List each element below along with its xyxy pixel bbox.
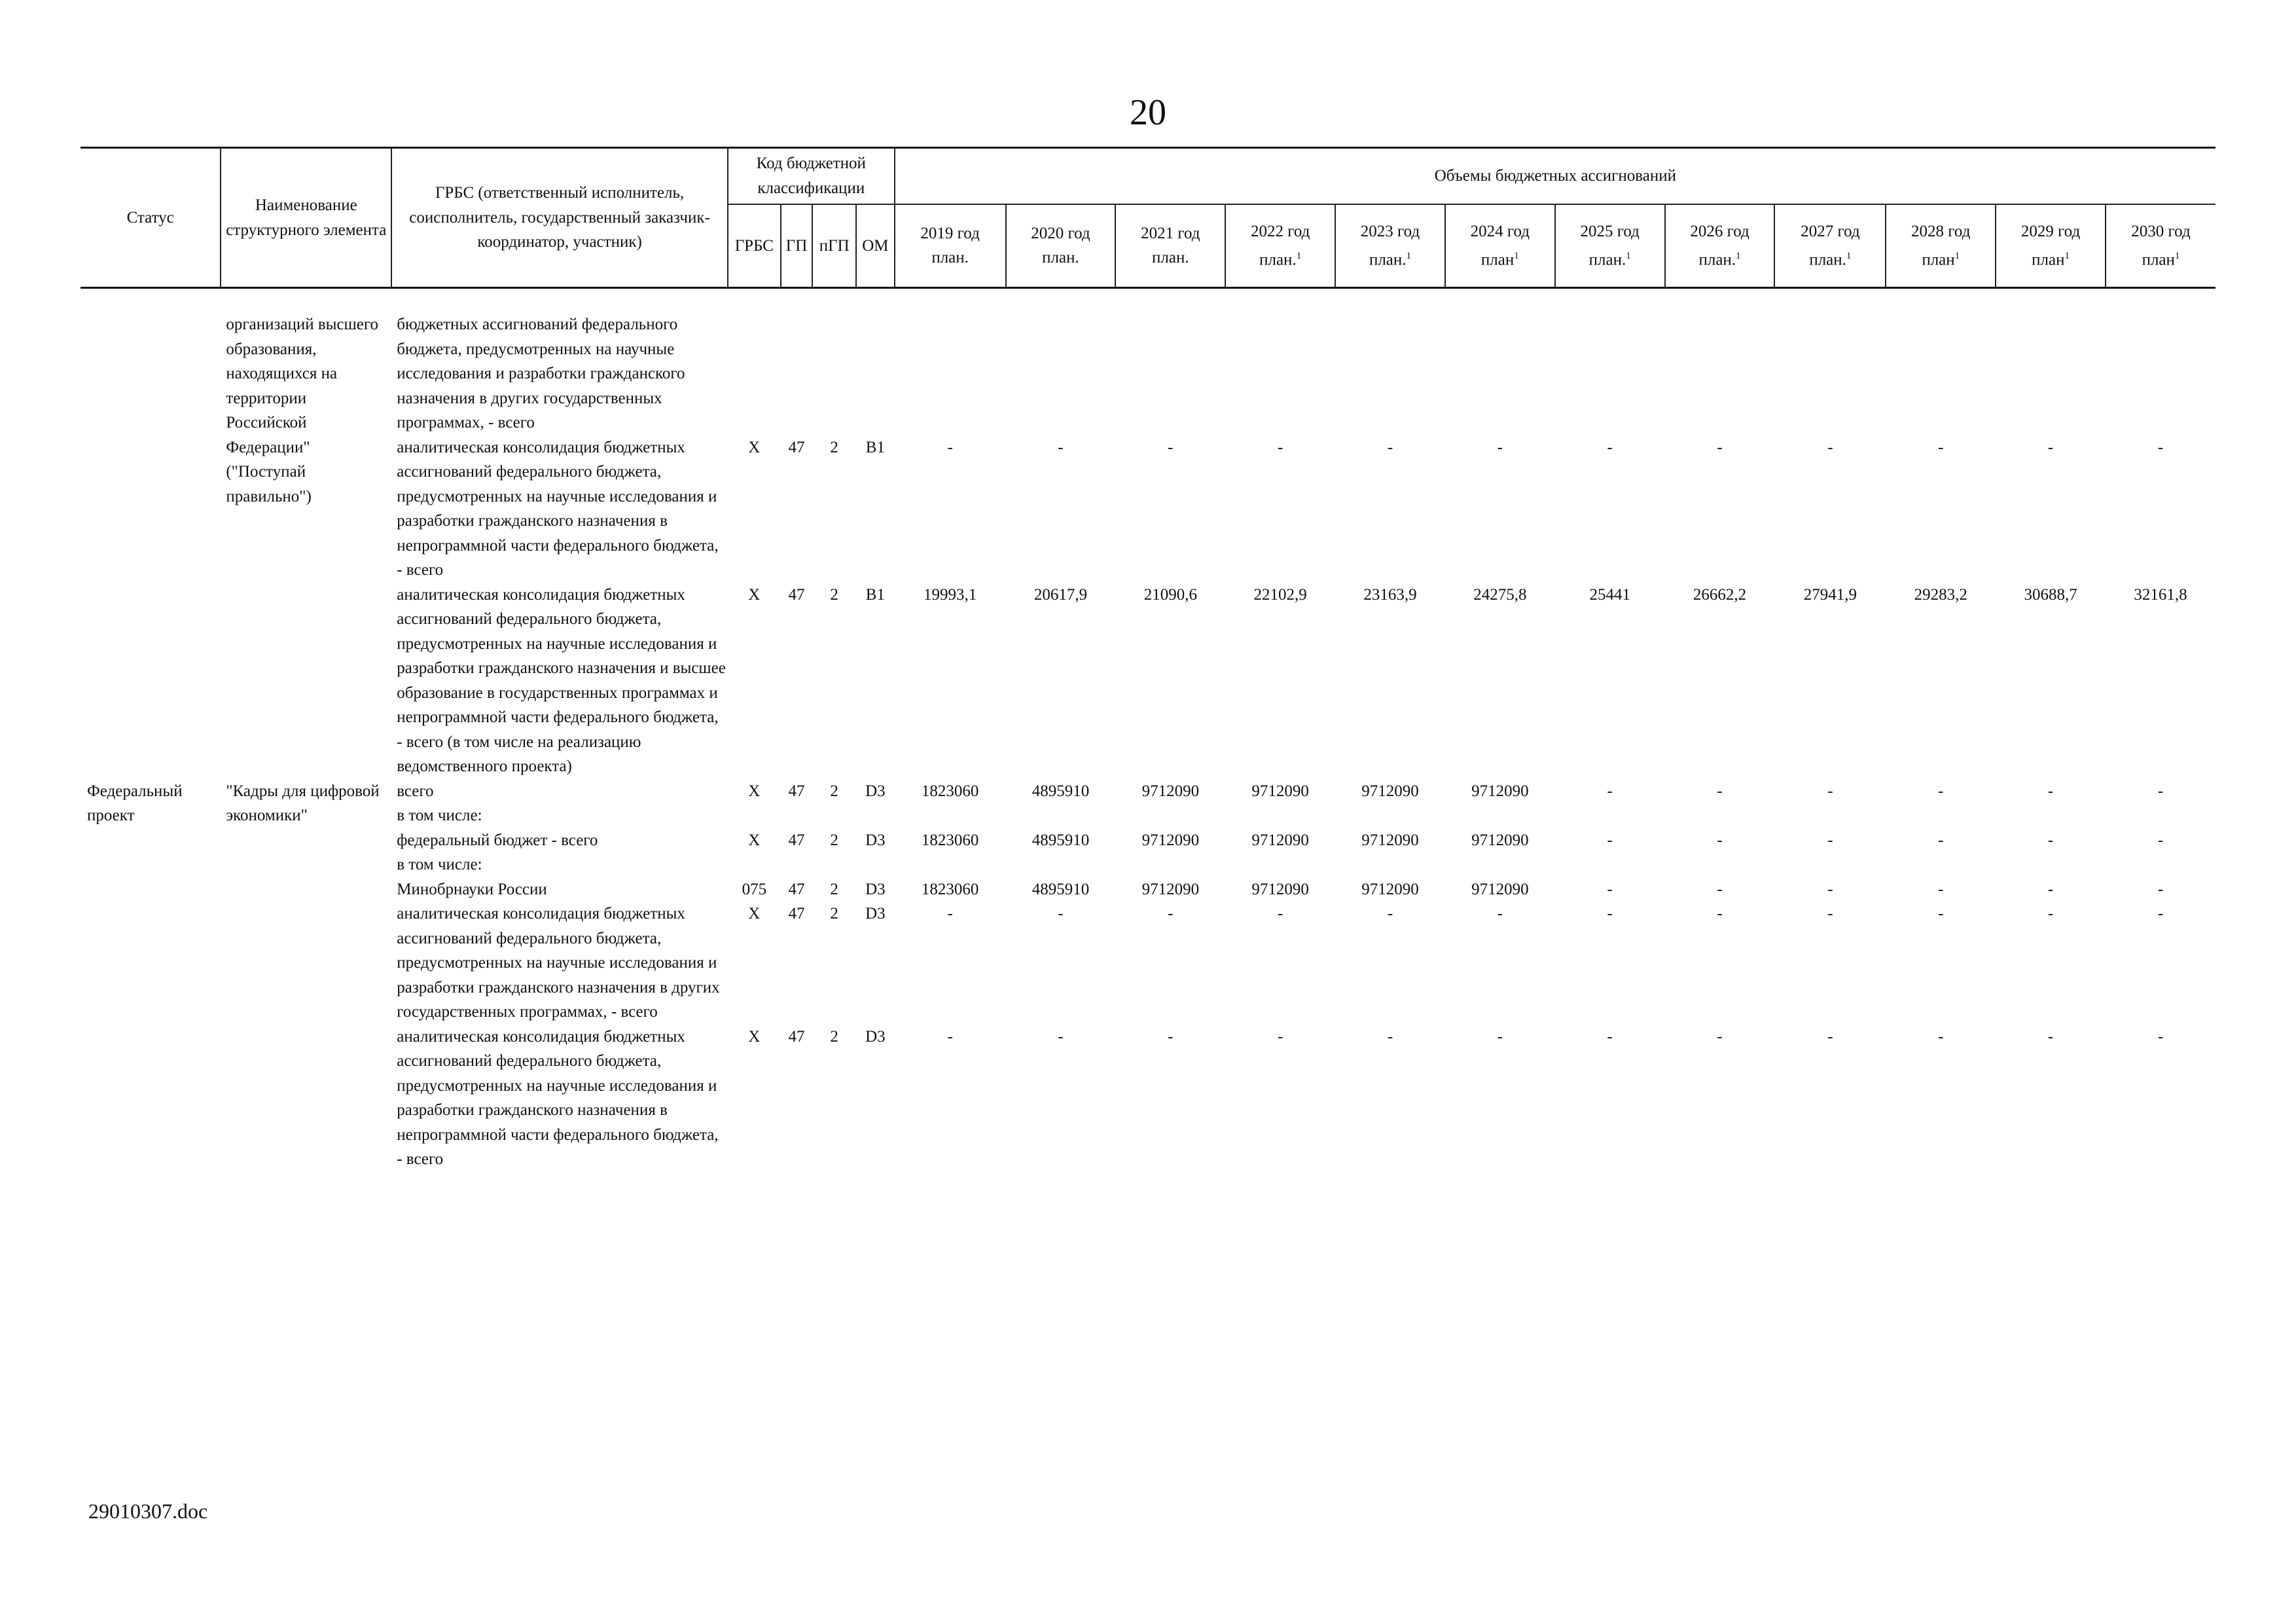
- value-cell: -: [1827, 905, 1833, 922]
- grbs-description-cell: [391, 1025, 728, 1172]
- value-cell: 9712090: [1361, 831, 1419, 849]
- value-cell: -: [1938, 438, 1944, 456]
- header-year-col: [1996, 204, 2106, 288]
- grbs-description-cell: [391, 779, 728, 828]
- value-cell: [1115, 312, 1225, 435]
- header-year-label: 2029 год: [2020, 223, 2081, 241]
- grbs-description-cell: [391, 828, 728, 877]
- header-code-col: ГРБС: [728, 204, 781, 288]
- value-cell: -: [1168, 1027, 1174, 1046]
- code-cell: В1: [865, 438, 885, 456]
- description-subtext: в том числе:: [397, 856, 482, 873]
- table-row: [81, 828, 2215, 877]
- value-cell: -: [1277, 905, 1283, 922]
- header-year-sub: план: [2142, 250, 2175, 268]
- value-cell: 4895910: [1031, 880, 1090, 898]
- value-cell: 24275,8: [1473, 585, 1527, 604]
- header-year-label: 2026 год: [1690, 223, 1749, 241]
- value-cell: [1996, 312, 2106, 435]
- value-cell: 30688,7: [2024, 585, 2077, 604]
- value-cell: -: [1717, 1027, 1723, 1046]
- code-cell: D3: [865, 831, 886, 849]
- table-row: [81, 312, 2215, 435]
- header-year-col: [1445, 204, 1555, 288]
- value-cell: -: [1938, 831, 1944, 849]
- header-year-col: [1886, 204, 1996, 288]
- value-cell: [1445, 312, 1555, 435]
- header-year-sub: план: [1480, 250, 1515, 268]
- value-cell: -: [2047, 438, 2054, 456]
- value-cell: -: [1938, 905, 1944, 922]
- value-cell: 1823060: [921, 782, 979, 800]
- code-cell: В1: [865, 585, 885, 604]
- header-year-col: [1555, 204, 1665, 288]
- header-year-col: [1665, 204, 1775, 288]
- value-cell: -: [1717, 782, 1723, 800]
- value-cell: [1335, 312, 1445, 435]
- value-cell: 9712090: [1141, 880, 1200, 898]
- value-cell: 22102,9: [1253, 585, 1307, 604]
- grbs-description-cell: [391, 583, 728, 779]
- value-cell: -: [1497, 438, 1503, 456]
- value-cell: -: [1607, 438, 1613, 456]
- value-cell: -: [1717, 831, 1723, 849]
- value-cell: -: [1387, 905, 1393, 922]
- value-cell: 19993,1: [923, 585, 977, 604]
- header-year-sub: план.: [1042, 249, 1079, 267]
- value-cell: -: [1387, 1027, 1393, 1046]
- code-cell: 075: [742, 880, 767, 898]
- value-cell: -: [2157, 905, 2164, 922]
- value-cell: -: [1387, 438, 1393, 456]
- value-cell: 1823060: [921, 880, 979, 898]
- header-year-sub: план.: [1152, 249, 1189, 267]
- value-cell: 9712090: [1471, 831, 1529, 849]
- value-cell: -: [1497, 1027, 1503, 1046]
- header-year-footnote: 1: [1736, 250, 1741, 261]
- header-year-label: 2027 год: [1801, 223, 1860, 241]
- header-year-col: [2106, 204, 2215, 288]
- value-cell: [1006, 312, 1116, 435]
- header-year-footnote: 1: [2064, 250, 2070, 261]
- value-cell: -: [2047, 1027, 2054, 1046]
- value-cell: 29283,2: [1914, 585, 1967, 604]
- header-year-label: 2024 год: [1470, 223, 1530, 241]
- header-year-sub: план.: [1698, 250, 1736, 268]
- header-year-label: 2021 год: [1141, 224, 1200, 242]
- value-cell: 9712090: [1471, 782, 1529, 800]
- table-row: [81, 779, 2215, 828]
- code-cell: [728, 312, 781, 435]
- header-year-footnote: 1: [2174, 250, 2180, 261]
- value-cell: -: [1827, 782, 1833, 800]
- value-cell: -: [1607, 782, 1613, 800]
- value-cell: -: [947, 905, 953, 922]
- status-cell: [81, 312, 221, 779]
- value-cell: 26662,2: [1693, 585, 1747, 604]
- code-cell: D3: [865, 880, 886, 898]
- table-row: [81, 877, 2215, 902]
- value-cell: -: [1058, 905, 1064, 922]
- header-year-col: [1225, 204, 1335, 288]
- value-cell: -: [2157, 438, 2164, 456]
- header-year-label: 2022 год: [1250, 223, 1310, 241]
- element-name-cell: организаций высшего образования, находящихся на территории Российской Федерации" ("Поступай правильно"): [226, 316, 379, 505]
- status-cell: Федеральный проект: [87, 782, 183, 824]
- value-cell: -: [1607, 831, 1613, 849]
- header-year-sub: план.: [931, 249, 969, 267]
- header-year-footnote: 1: [1296, 250, 1302, 261]
- code-cell: 2: [830, 905, 838, 922]
- code-cell: 2: [830, 831, 838, 849]
- grbs-description-cell: [391, 312, 728, 435]
- code-cell: 2: [830, 1027, 838, 1046]
- header-element-name: Наименование структурного элемента: [221, 148, 391, 288]
- value-cell: [1886, 312, 1996, 435]
- header-year-col: [895, 204, 1006, 288]
- value-cell: -: [1827, 438, 1833, 456]
- header-year-label: 2019 год: [920, 224, 980, 242]
- table-row: [81, 435, 2215, 583]
- value-cell: -: [2157, 880, 2164, 898]
- code-cell: Х: [748, 438, 761, 456]
- header-year-label: 2023 год: [1360, 223, 1420, 241]
- value-cell: 9712090: [1361, 880, 1419, 898]
- value-cell: -: [2157, 1027, 2164, 1046]
- description-text: аналитическая консолидация бюджетных ассигнований федерального бюджета, предусмотренных на научные исследования и разработки гражданского назначения в непрограммной части федерального бюджета, - всего: [397, 1027, 719, 1168]
- grbs-description-cell: [391, 877, 728, 902]
- value-cell: -: [1827, 831, 1833, 849]
- value-cell: -: [1168, 438, 1174, 456]
- value-cell: 9712090: [1471, 880, 1529, 898]
- value-cell: [1665, 312, 1775, 435]
- header-year-sub: план: [1922, 250, 1955, 268]
- value-cell: -: [1168, 905, 1174, 922]
- footer-doc-name: 29010307.doc: [88, 1499, 208, 1523]
- value-cell: 32161,8: [2134, 585, 2187, 604]
- code-cell: 47: [788, 782, 805, 800]
- value-cell: -: [1497, 905, 1503, 922]
- value-cell: -: [1717, 438, 1723, 456]
- code-cell: Х: [748, 585, 761, 604]
- value-cell: -: [1717, 905, 1723, 922]
- value-cell: -: [1607, 1027, 1613, 1046]
- value-cell: -: [2047, 905, 2054, 922]
- header-budget-code: Код бюджетной классификации: [728, 148, 895, 204]
- table-row: [81, 902, 2215, 1025]
- value-cell: -: [947, 1027, 953, 1046]
- header-code-col: пГП: [812, 204, 856, 288]
- code-cell: 47: [788, 831, 805, 849]
- table-row: [81, 583, 2215, 779]
- value-cell: -: [2047, 782, 2054, 800]
- budget-allocation-table: [81, 147, 2215, 1172]
- value-cell: 9712090: [1251, 880, 1309, 898]
- code-cell: Х: [748, 1027, 761, 1046]
- value-cell: 27941,9: [1803, 585, 1857, 604]
- value-cell: [1774, 312, 1886, 435]
- code-cell: D3: [865, 1027, 886, 1046]
- value-cell: -: [2047, 831, 2054, 849]
- value-cell: -: [2047, 880, 2054, 898]
- header-year-sub: план: [2032, 250, 2065, 268]
- code-cell: [781, 312, 813, 435]
- value-cell: 21090,6: [1143, 585, 1197, 604]
- header-year-footnote: 1: [1406, 250, 1412, 261]
- header-budget-volumes: Объемы бюджетных ассигнований: [895, 148, 2215, 204]
- code-cell: Х: [748, 782, 761, 800]
- code-cell: Х: [748, 905, 761, 922]
- header-year-footnote: 1: [1954, 250, 1960, 261]
- header-year-footnote: 1: [1514, 250, 1519, 261]
- description-text: всего: [397, 782, 434, 800]
- code-cell: 47: [788, 1027, 805, 1046]
- value-cell: 4895910: [1031, 831, 1090, 849]
- value-cell: -: [1827, 1027, 1833, 1046]
- header-year-col: [1774, 204, 1886, 288]
- description-text: аналитическая консолидация бюджетных ассигнований федерального бюджета, предусмотренных на научные исследования и разработки гражданского назначения в непрограммной части федерального бюджета, - всего: [397, 438, 719, 579]
- header-year-label: 2028 год: [1911, 223, 1971, 241]
- code-cell: 47: [788, 880, 805, 898]
- value-cell: -: [1717, 880, 1723, 898]
- header-year-sub: план.: [1369, 250, 1407, 268]
- code-cell: 47: [788, 585, 805, 604]
- value-cell: -: [1058, 438, 1064, 456]
- code-cell: 47: [788, 905, 805, 922]
- description-text: бюджетных ассигнований федерального бюджета, предусмотренных на научные исследования и разработки гражданского назначения в других государственных программах, - всего: [397, 316, 685, 431]
- value-cell: -: [2157, 782, 2164, 800]
- value-cell: 1823060: [921, 831, 979, 849]
- header-year-col: [1335, 204, 1445, 288]
- code-cell: 2: [830, 438, 838, 456]
- value-cell: -: [1607, 905, 1613, 922]
- value-cell: -: [1277, 438, 1283, 456]
- description-text: аналитическая консолидация бюджетных ассигнований федерального бюджета, предусмотренных на научные исследования и разработки гражданского назначения и высшее образование в государственных программах и непрограммной части федерального бюджета, - всего (в том числе на реализацию ведомственного проекта): [397, 585, 726, 775]
- code-cell: 2: [830, 880, 838, 898]
- description-subtext: в том числе:: [397, 807, 482, 824]
- description-text: федеральный бюджет - всего: [397, 831, 598, 849]
- header-code-col: ОМ: [856, 204, 895, 288]
- header-year-footnote: 1: [1626, 250, 1631, 261]
- value-cell: -: [2157, 831, 2164, 849]
- value-cell: [2106, 312, 2215, 435]
- value-cell: [1555, 312, 1665, 435]
- code-cell: 2: [830, 782, 838, 800]
- code-cell: 2: [830, 585, 838, 604]
- header-year-footnote: 1: [1846, 250, 1852, 261]
- header-year-sub: план.: [1588, 250, 1626, 268]
- value-cell: 20617,9: [1033, 585, 1088, 604]
- value-cell: -: [1058, 1027, 1064, 1046]
- value-cell: [1225, 312, 1335, 435]
- header-status: Статус: [81, 148, 221, 288]
- value-cell: -: [1938, 782, 1944, 800]
- header-year-col: [1006, 204, 1116, 288]
- value-cell: -: [1938, 880, 1944, 898]
- value-cell: -: [1607, 880, 1613, 898]
- element-name-cell: "Кадры для цифровой экономики": [226, 782, 380, 824]
- value-cell: -: [1827, 880, 1833, 898]
- header-code-col: ГП: [781, 204, 813, 288]
- code-cell: D3: [865, 782, 886, 800]
- header-grbs-executor: ГРБС (ответственный исполнитель, соисполнитель, государственный заказчик-координатор, участник): [391, 148, 728, 288]
- header-year-label: 2020 год: [1031, 224, 1090, 242]
- value-cell: 9712090: [1141, 831, 1200, 849]
- value-cell: 23163,9: [1363, 585, 1417, 604]
- code-cell: 47: [788, 438, 805, 456]
- code-cell: [812, 312, 856, 435]
- value-cell: [895, 312, 1006, 435]
- value-cell: 25441: [1589, 585, 1630, 604]
- grbs-description-cell: [391, 435, 728, 583]
- table-row: [81, 1025, 2215, 1172]
- header-year-sub: план.: [1809, 250, 1846, 268]
- header-year-label: 2030 год: [2131, 223, 2191, 241]
- value-cell: -: [1938, 1027, 1944, 1046]
- value-cell: -: [1277, 1027, 1283, 1046]
- header-year-label: 2025 год: [1580, 223, 1640, 241]
- value-cell: -: [947, 438, 953, 456]
- code-cell: D3: [865, 905, 886, 922]
- value-cell: 4895910: [1031, 782, 1090, 800]
- value-cell: 9712090: [1361, 782, 1419, 800]
- grbs-description-cell: [391, 902, 728, 1025]
- page-number: 20: [1130, 92, 1166, 133]
- description-text: аналитическая консолидация бюджетных ассигнований федерального бюджета, предусмотренных на научные исследования и разработки гражданского назначения в других государственных программах, - всего: [397, 905, 720, 1021]
- value-cell: 9712090: [1251, 831, 1309, 849]
- header-year-col: [1115, 204, 1225, 288]
- value-cell: 9712090: [1251, 782, 1309, 800]
- header-year-sub: план.: [1259, 250, 1297, 268]
- code-cell: Х: [748, 831, 761, 849]
- value-cell: 9712090: [1141, 782, 1200, 800]
- code-cell: [856, 312, 895, 435]
- description-text: Минобрнауки России: [397, 880, 547, 898]
